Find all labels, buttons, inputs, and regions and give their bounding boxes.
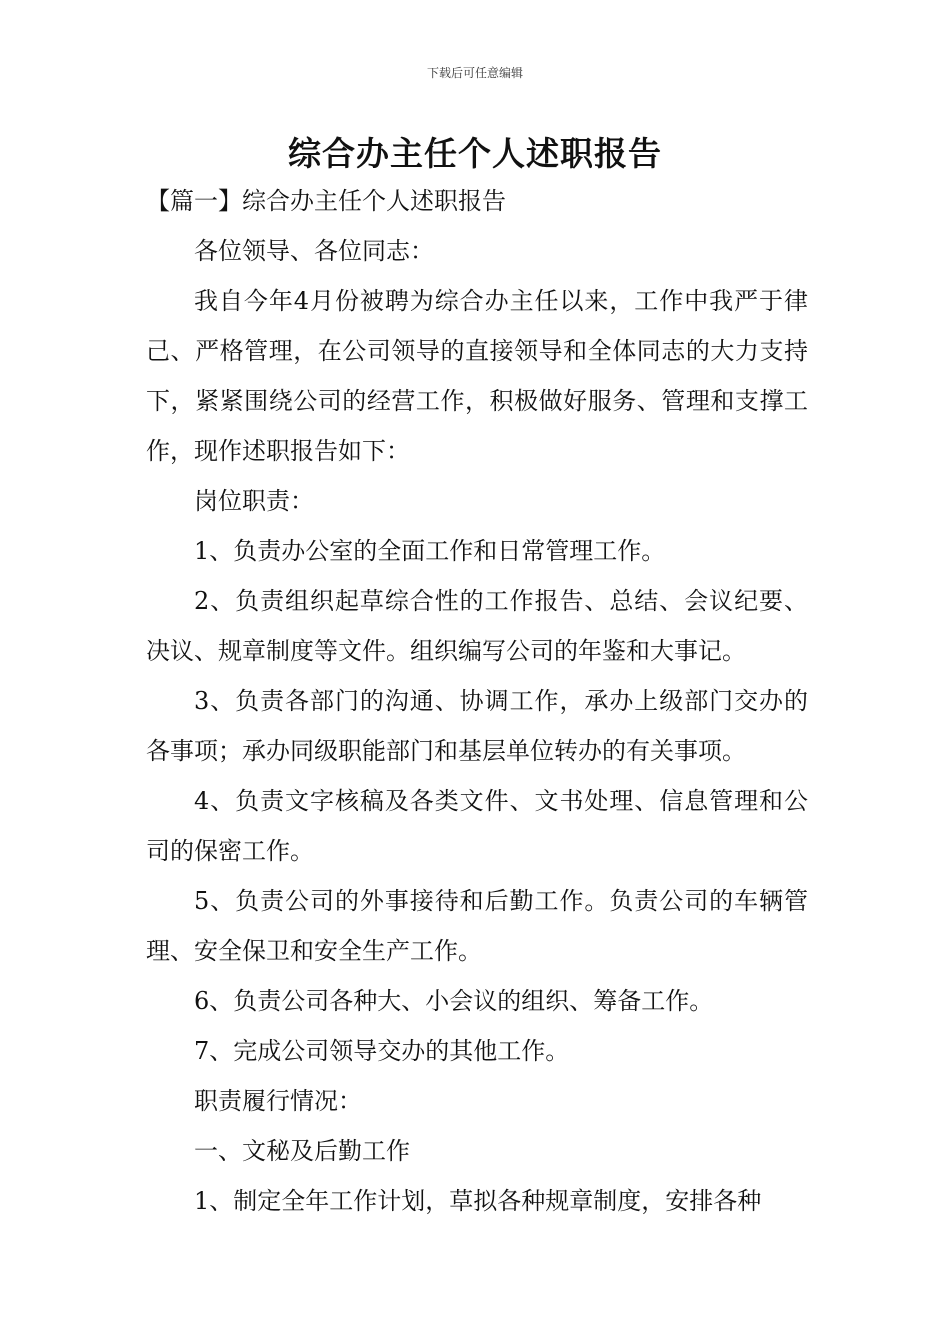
paragraph-duty-3: 3、负责各部门的沟通、协调工作，承办上级部门交办的各事项；承办同级职能部门和基层单位转办的有关事项。 [146,687,808,765]
paragraph-duty-5: 5、负责公司的外事接待和后勤工作。负责公司的车辆管理、安全保卫和安全生产工作。 [146,887,808,965]
paragraph-intro: 我自今年4月份被聘为综合办主任以来，工作中我严于律己、严格管理，在公司领导的直接领导和全体同志的大力支持下，紧紧围绕公司的经营工作，积极做好服务、管理和支撑工作，现作述职报告如下： [146,287,808,465]
section-heading: 【篇一】综合办主任个人述职报告 [146,187,506,215]
paragraph-item-1: 1、制定全年工作计划，草拟各种规章制度，安排各种 [194,1187,762,1215]
document-title: 综合办主任个人述职报告 [288,134,662,173]
paragraph-subsection-heading: 一、文秘及后勤工作 [194,1137,410,1165]
paragraph-duties-heading: 岗位职责： [194,487,314,515]
paragraph-salutation: 各位领导、各位同志： [194,237,434,265]
paragraph-duty-2: 2、负责组织起草综合性的工作报告、总结、会议纪要、决议、规章制度等文件。组织编写公司的年鉴和大事记。 [146,587,808,665]
header-note: 下载后可任意编辑 [426,66,523,80]
paragraph-duty-1: 1、负责办公室的全面工作和日常管理工作。 [194,537,666,565]
paragraph-duty-6: 6、负责公司各种大、小会议的组织、筹备工作。 [194,987,714,1015]
paragraph-duty-4: 4、负责文字核稿及各类文件、文书处理、信息管理和公司的保密工作。 [146,787,808,865]
paragraph-duty-7: 7、完成公司领导交办的其他工作。 [194,1037,570,1065]
document-body [146,226,808,1226]
paragraph-performance-heading: 职责履行情况： [194,1087,362,1115]
